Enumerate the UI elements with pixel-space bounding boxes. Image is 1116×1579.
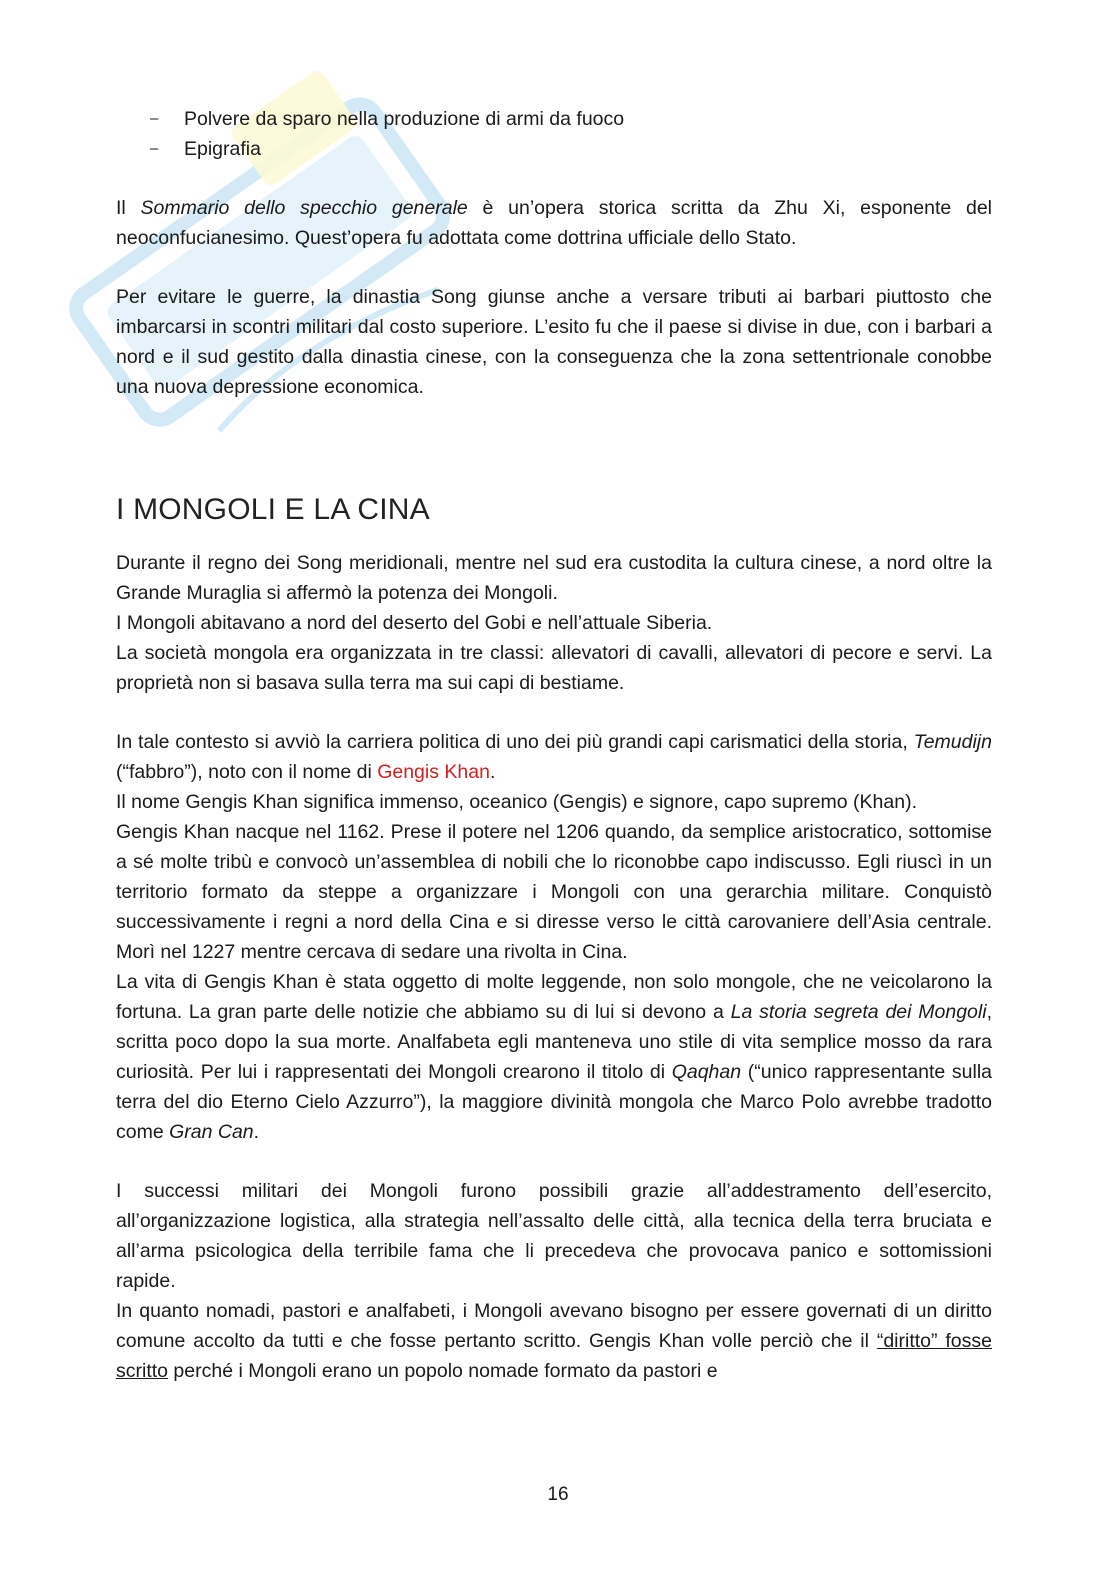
- text-span: In quanto nomadi, pastori e analfabeti, i Mongoli avevano bisogno per essere governati di un diritto comune accolto da tutti e che fosse pertanto scritto. Gengis Khan volle perciò che il: [116, 1300, 992, 1352]
- list-item: – Epigrafia: [116, 134, 992, 164]
- paragraph-song-tributi: Per evitare le guerre, la dinastia Song giunse anche a versare tributi ai barbari piuttosto che imbarcarsi in scontri militari dal costo superiore. L’esito fu che il paese si divise in due, con i barbari a nord e il sud gestito dalla dinastia cinese, con la conseguenza che la zona settentrionale conobbe una nuova depressione economica.: [116, 286, 992, 398]
- text-span: (“fabbro”), noto con il nome di: [116, 761, 378, 783]
- paragraph-diritto: [116, 1296, 992, 1386]
- paragraph-successi-militari: I successi militari dei Mongoli furono possibili grazie all’addestramento dell’esercito, all’organizzazione logistica, alla strategia nell’assalto delle città, alla tecnica della terra bruciata e all’arma psicologica della terribile fama che li precedeva che provocava panico e sottomissioni rapide.: [116, 1180, 992, 1292]
- list-item: – Polvere da sparo nella produzione di armi da fuoco: [116, 104, 992, 134]
- text-span: In tale contesto si avviò la carriera politica di uno dei più grandi capi carismatici della storia,: [116, 731, 914, 753]
- text-span: .: [253, 1121, 260, 1143]
- underlined-text: “diritto” fosse scritto: [116, 1330, 992, 1382]
- paragraph-sommario: [116, 193, 992, 253]
- section-heading: I MONGOLI E LA CINA: [116, 493, 430, 526]
- paragraph-societa-mongola: La società mongola era organizzata in tre classi: allevatori di cavalli, allevatori di pecore e servi. La proprietà non si basava sulla terra ma sui capi di bestiame.: [116, 642, 992, 694]
- text-span: (“unico rappresentante sulla terra del dio Eterno Cielo Azzurro”), la maggiore divinità mongola che Marco Polo avrebbe tradotto come: [116, 1061, 993, 1143]
- bullet-list: [116, 104, 992, 164]
- page-number: 16: [547, 1484, 569, 1505]
- paragraph-song-meridionali: Durante il regno dei Song meridionali, mentre nel sud era custodita la cultura cinese, a nord oltre la Grande Muraglia si affermò la potenza dei Mongoli.: [116, 552, 992, 604]
- paragraph-biografia: Gengis Khan nacque nel 1162. Prese il potere nel 1206 quando, da semplice aristocratico, sottomise a sé molte tribù e convocò un’assemblea di nobili che lo riconobbe capo indiscusso. Egli riuscì in un territorio formato da steppe a organizzare i Mongoli con una gerarchia militare. Conquistò successivamente i regni a nord della Cina e si diresse verso le città carovaniere dell’Asia centrale. Morì nel 1227 mentre cercava di sedare una rivolta in Cina.: [116, 821, 992, 963]
- italic-name: Temudijn: [913, 731, 992, 753]
- text-span: La vita di Gengis Khan è stata oggetto di molte leggende, non solo mongole, che ne veicolarono la fortuna. La gran parte delle notizie che abbiamo su di lui si devono a: [116, 971, 992, 1023]
- text-span: .: [489, 761, 496, 783]
- paragraph-nome-significato: Il nome Gengis Khan significa immenso, oceanico (Gengis) e signore, capo supremo (Khan).: [116, 791, 917, 813]
- italic-title: La storia segreta dei Mongoli: [730, 1001, 987, 1023]
- italic-title: Sommario dello specchio generale: [140, 197, 468, 219]
- text-span: Il: [116, 197, 141, 219]
- paragraph-mongoli-gobi: I Mongoli abitavano a nord del deserto del Gobi e nell’attuale Siberia.: [116, 612, 713, 634]
- document-page: [116, 104, 992, 1386]
- paragraph-temudijn: [116, 727, 992, 787]
- highlight-gengis-khan: Gengis Khan: [377, 761, 490, 783]
- italic-title: Gran Can: [169, 1121, 254, 1143]
- text-span: , scritta poco dopo la sua morte. Analfabeta egli manteneva uno stile di vita semplice mosso da rara curiosità. Per lui i rappresentati dei Mongoli crearono il titolo di: [116, 1001, 992, 1083]
- italic-title: Qaqhan: [671, 1061, 742, 1083]
- paragraph-leggende: [116, 967, 992, 1147]
- text-span: è un’opera storica scritta da Zhu Xi, esponente del neoconfucianesimo. Quest’opera fu adottata come dottrina ufficiale dello Stato.: [116, 197, 993, 249]
- text-span: perché i Mongoli erano un popolo nomade formato da pastori e: [168, 1360, 718, 1382]
